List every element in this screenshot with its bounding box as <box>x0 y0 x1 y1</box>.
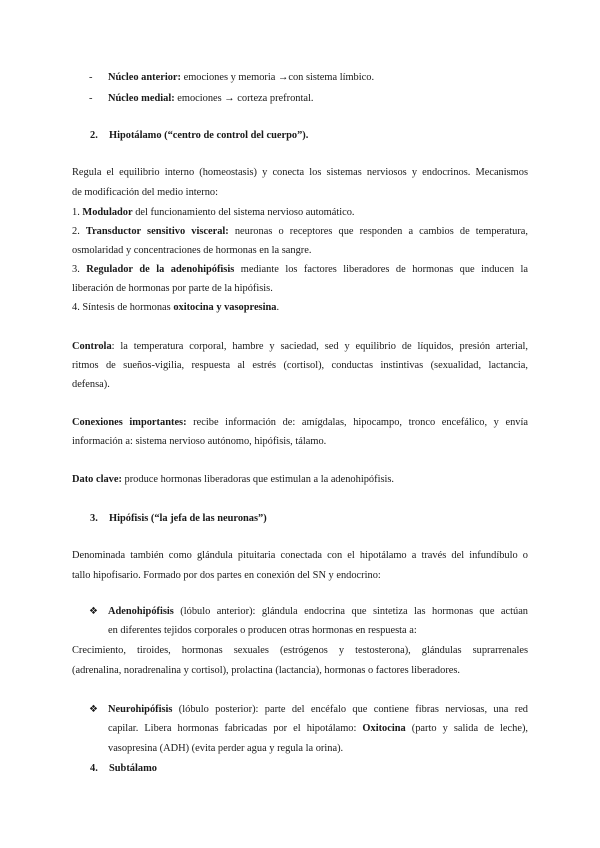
neuro-term: Neurohipófisis <box>108 704 173 715</box>
heading-number: 4. <box>90 763 98 774</box>
conexiones-text: recibe información de: amígdalas, hipocampo, tronco encefálico, y envía <box>186 417 528 428</box>
item-text: emociones → corteza prefrontal. <box>174 93 314 104</box>
mechanism-text: del funcionamiento del sistema nervioso automático. <box>132 207 355 218</box>
mechanism-number: 3. <box>72 264 87 275</box>
heading-title: Hipófisis (“la jefa de las neuronas”) <box>109 513 267 524</box>
bullet-diamond-icon: ❖ <box>89 606 98 617</box>
mechanism-2-cont: osmolaridad y concentraciones de hormonas en la sangre. <box>72 245 312 256</box>
bullet-diamond-icon: ❖ <box>89 704 98 715</box>
dato-clave <box>72 473 394 487</box>
controla-text: : la temperatura corporal, hambre y saciedad, sed y equilibrio de líquidos, presión arterial, <box>111 341 528 352</box>
term-nucleo-medial: Núcleo medial: <box>108 93 175 104</box>
mechanism-text: . <box>276 302 280 313</box>
neuro-text: (lóbulo posterior): parte del encéfalo que contiene fibras nerviosas, una red <box>172 704 528 715</box>
list-dash: - <box>89 72 93 83</box>
mechanism-number: 1. <box>72 207 83 218</box>
mechanism-4 <box>72 301 279 315</box>
list-item-nucleo-medial <box>108 92 313 106</box>
mechanism-term: Transductor sensitivo visceral: <box>85 226 229 237</box>
conexiones-line-1 <box>72 416 528 430</box>
heading-title: Subtálamo <box>109 763 157 774</box>
adeno-line-3: Crecimiento, tiroides, hormonas sexuales (estrógenos y testosterona), glándulas suprarrenales <box>72 645 528 656</box>
mechanism-text: 4. Síntesis de hormonas <box>72 302 174 313</box>
controla-line-2: ritmos de sueños-vigilia, respuesta al estrés (cortisol), conductas instintivas (sexualidad, lactancia, <box>72 360 528 371</box>
heading-title: Hipotálamo (“centro de control del cuerpo”). <box>109 130 309 141</box>
controla-line-3: defensa). <box>72 379 110 390</box>
adeno-line-2: en diferentes tejidos corporales o producen otras hormonas en respuesta a: <box>108 625 417 636</box>
heading-hipofisis <box>90 512 267 526</box>
adeno-text: (lóbulo anterior): glándula endocrina que sintetiza las hormonas que actúan <box>173 606 528 617</box>
list-dash: - <box>89 93 93 104</box>
conexiones-line-2: información a: sistema nervioso autónomo, hipófisis, tálamo. <box>72 436 327 447</box>
paragraph-line: Regula el equilibrio interno (homeostasis) y conecta los sistemas nerviosos y endocrinos. Mecanismos <box>72 167 528 178</box>
list-item-nucleo-anterior <box>108 71 374 85</box>
neuro-line-1 <box>108 703 528 717</box>
paragraph-line: Denominada también como glándula pituitaria conectada con el hipotálamo a través del infundíbulo o <box>72 550 528 561</box>
term-nucleo-anterior: Núcleo anterior: <box>108 72 181 83</box>
neuro-term-oxitocina: Oxitocina <box>362 723 406 734</box>
heading-number: 3. <box>90 513 98 524</box>
mechanism-2 <box>72 225 528 239</box>
adeno-line-1 <box>108 605 528 619</box>
mechanism-term: Modulador <box>82 207 133 218</box>
controla-line-1 <box>72 340 528 354</box>
conexiones-term: Conexiones importantes: <box>72 417 187 428</box>
mechanism-3-cont: liberación de hormonas por parte de la hipófisis. <box>72 283 273 294</box>
heading-number: 2. <box>90 130 98 141</box>
neuro-line-3: vasopresina (ADH) (evita perder agua y regula la orina). <box>108 743 344 754</box>
heading-subtalamo <box>90 762 157 776</box>
mechanism-number: 2. <box>72 226 86 237</box>
dato-term: Dato clave: <box>72 474 122 485</box>
item-text: emociones y memoria →con sistema límbico. <box>181 72 375 83</box>
mechanism-3 <box>72 263 528 277</box>
mechanism-term: Regulador de la adenohipófisis <box>86 264 235 275</box>
mechanism-1 <box>72 206 355 220</box>
mechanism-text: mediante los factores liberadores de hormonas que inducen la <box>234 264 529 275</box>
mechanism-text: neuronas o receptores que responden a cambios de temperatura, <box>228 226 528 237</box>
neuro-text: (parto y salida de leche), <box>405 723 528 734</box>
paragraph-line: de modificación del medio interno: <box>72 187 219 198</box>
neuro-text: capilar. Libera hormonas fabricadas por el hipotálamo: <box>108 723 363 734</box>
neuro-line-2 <box>108 722 528 736</box>
controla-term: Controla <box>72 341 112 352</box>
heading-hipotalamo <box>90 129 309 143</box>
dato-text: produce hormonas liberadoras que estimulan a la adenohipófisis. <box>121 474 395 485</box>
paragraph-line: tallo hipofisario. Formado por dos partes en conexión del SN y endocrino: <box>72 570 381 581</box>
mechanism-term: oxitocina y vasopresina <box>173 302 277 313</box>
adeno-term: Adenohipófisis <box>108 606 174 617</box>
adeno-line-4: (adrenalina, noradrenalina y cortisol), prolactina (lactancia), hormonas o factores liberadores. <box>72 665 461 676</box>
